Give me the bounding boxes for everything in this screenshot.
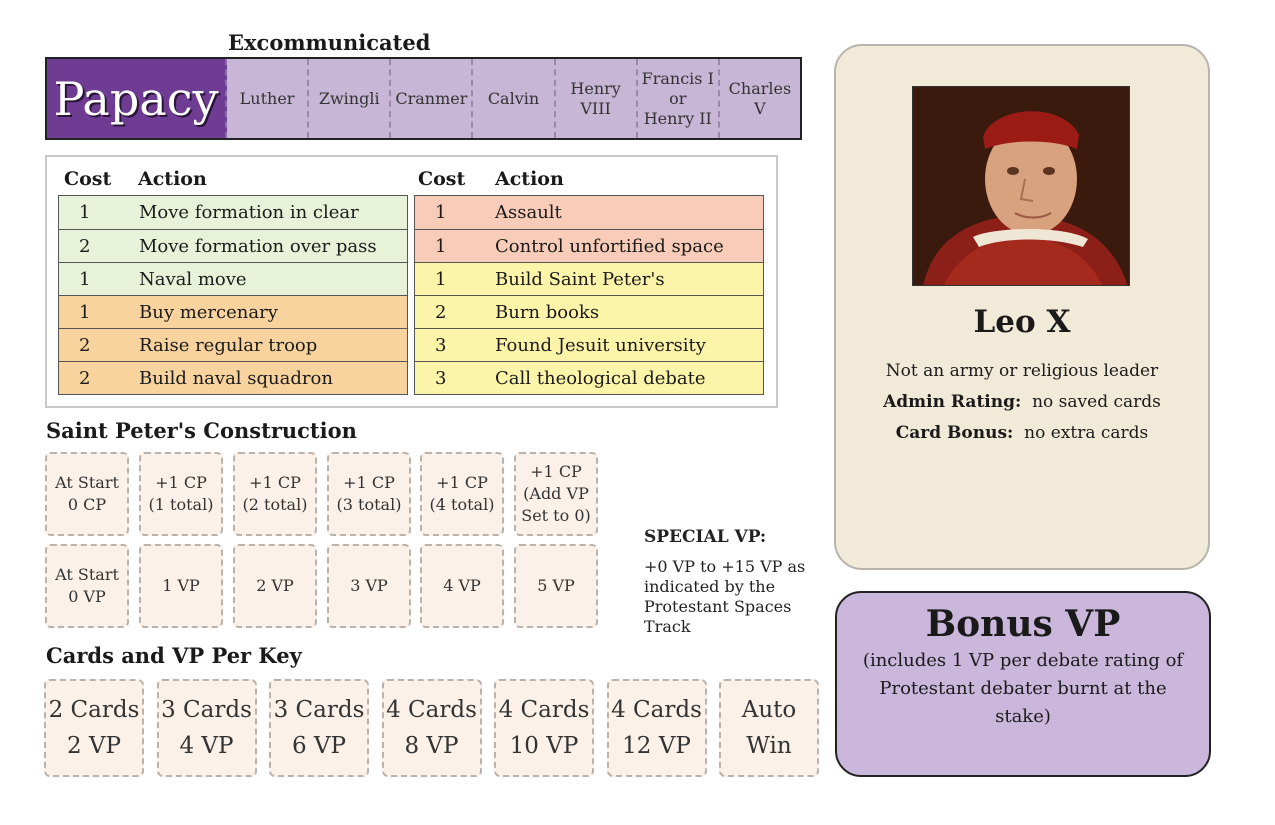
action-label: Found Jesuit university <box>495 334 706 356</box>
excommunicated-slot: Charles V <box>718 59 800 138</box>
cards-vp-box <box>44 679 144 777</box>
actions-left-column <box>58 195 408 395</box>
leader-name: Leo X <box>973 304 1071 340</box>
action-cost: 1 <box>435 268 447 290</box>
leader-description: Not an army or religious leader <box>885 361 1159 381</box>
action-cost: 1 <box>79 301 91 323</box>
saint-peters-cp-box: +1 CP (Add VP Set to 0) <box>514 452 598 536</box>
cards-count: 4 Cards <box>611 697 702 723</box>
action-cost: 1 <box>435 235 447 257</box>
action-label: Move formation in clear <box>139 202 359 223</box>
saint-peters-vp-box: 2 VP <box>233 544 317 628</box>
special-vp <box>644 527 819 637</box>
power-bar <box>45 57 802 140</box>
action-label: Buy mercenary <box>139 301 278 323</box>
action-label: Burn books <box>495 301 600 323</box>
cards-vp-box <box>494 679 594 777</box>
action-label: Raise regular troop <box>139 334 318 356</box>
action-row <box>415 361 763 394</box>
vp-value: 12 VP <box>622 733 691 759</box>
admin-rating <box>836 387 1208 418</box>
special-vp-title: SPECIAL VP: <box>644 527 767 547</box>
saint-peters-cp-box: +1 CP (3 total) <box>327 452 411 536</box>
action-label: Control unfortified space <box>495 235 724 257</box>
saint-peters-vp-box: 1 VP <box>139 544 223 628</box>
cards-count: 3 Cards <box>161 697 252 723</box>
saint-peters-cp-box: At Start 0 CP <box>45 452 129 536</box>
action-header-left: Action <box>138 168 207 190</box>
cards-count: Auto <box>741 697 797 723</box>
action-cost: 2 <box>79 367 91 389</box>
action-row <box>59 262 407 295</box>
action-row <box>415 229 763 262</box>
cards-vp-box <box>382 679 482 777</box>
cost-header-left: Cost <box>64 168 112 190</box>
saint-peters-cp-box: +1 CP (1 total) <box>139 452 223 536</box>
action-header-right: Action <box>495 168 564 190</box>
cards-vp-box <box>607 679 707 777</box>
card-bonus-label: Card Bonus: <box>895 423 1014 443</box>
leader-portrait <box>912 86 1130 286</box>
excommunicated-slot: Calvin <box>471 59 553 138</box>
saint-peters-vp-box: 4 VP <box>420 544 504 628</box>
admin-rating-value: no saved cards <box>1032 392 1161 412</box>
cards-vp-box <box>157 679 257 777</box>
bonus-vp-note: (includes 1 VP per debate rating of Protestant debater burnt at the stake) <box>862 650 1184 727</box>
action-label: Naval move <box>139 268 247 290</box>
excommunicated-slot: Luther <box>239 88 295 108</box>
action-cost: 1 <box>435 202 447 223</box>
action-row <box>415 328 763 361</box>
special-vp-text: +0 VP to +15 VP as indicated by the Protestant Spaces Track <box>644 557 806 636</box>
bonus-vp-title: Bonus VP <box>925 603 1121 645</box>
cards-count: 2 Cards <box>48 697 140 723</box>
saint-peters-vp-box: 3 VP <box>327 544 411 628</box>
action-row <box>415 295 763 328</box>
vp-value: 10 VP <box>509 733 579 759</box>
saint-peters-vp-box: 5 VP <box>514 544 598 628</box>
action-label: Build naval squadron <box>139 367 333 389</box>
card-bonus-value: no extra cards <box>1024 423 1149 443</box>
cost-header-right: Cost <box>418 168 466 190</box>
action-row <box>415 262 763 295</box>
action-cost: 1 <box>79 202 91 223</box>
cards-vp-box <box>719 679 819 777</box>
action-row <box>59 295 407 328</box>
action-cost: 2 <box>79 235 91 257</box>
saint-peters-title: Saint Peter's Construction <box>46 418 357 443</box>
vp-value: 2 VP <box>66 733 122 759</box>
action-row <box>59 328 407 361</box>
saint-peters-cp-box: +1 CP (2 total) <box>233 452 317 536</box>
action-row <box>415 196 763 229</box>
bonus-vp-box <box>835 591 1211 777</box>
admin-rating-label: Admin Rating: <box>883 392 1022 412</box>
action-label: Call theological debate <box>495 367 706 389</box>
saint-peters-vp-box: At Start 0 VP <box>45 544 129 628</box>
excommunicated-slot: Zwingli <box>307 59 389 138</box>
cards-vp-title: Cards and VP Per Key <box>46 643 302 668</box>
action-row <box>59 229 407 262</box>
excommunicated-slot: Cranmer <box>389 59 471 138</box>
action-row <box>59 196 407 229</box>
cards-count: 4 Cards <box>498 697 590 723</box>
action-cost: 2 <box>79 334 91 356</box>
saint-peters-cp-box: +1 CP (4 total) <box>420 452 504 536</box>
action-cost: 3 <box>435 334 447 356</box>
action-label: Move formation over pass <box>139 235 377 257</box>
action-cost: 1 <box>79 268 91 290</box>
excommunicated-slot: Henry VIII <box>554 59 636 138</box>
card-bonus <box>836 418 1208 449</box>
vp-value: 4 VP <box>179 733 234 759</box>
action-row <box>59 361 407 394</box>
vp-value: Win <box>746 733 792 759</box>
excommunicated-title: Excommunicated <box>228 30 431 55</box>
vp-value: 8 VP <box>404 733 459 759</box>
cards-count: 3 Cards <box>273 697 365 723</box>
cards-count: 4 Cards <box>386 697 477 723</box>
cards-vp-box <box>269 679 369 777</box>
action-label: Assault <box>495 202 562 223</box>
action-cost: 3 <box>435 367 447 389</box>
leader-card <box>834 44 1210 570</box>
leader-info <box>836 356 1208 449</box>
vp-value: 6 VP <box>291 733 347 759</box>
action-cost: 2 <box>435 301 447 323</box>
portrait-illustration <box>913 87 1130 286</box>
power-name: Papacy <box>47 59 227 138</box>
excommunicated-slot: Francis I or Henry II <box>636 59 718 138</box>
actions-right-column <box>414 195 764 395</box>
action-label: Build Saint Peter's <box>495 268 665 290</box>
